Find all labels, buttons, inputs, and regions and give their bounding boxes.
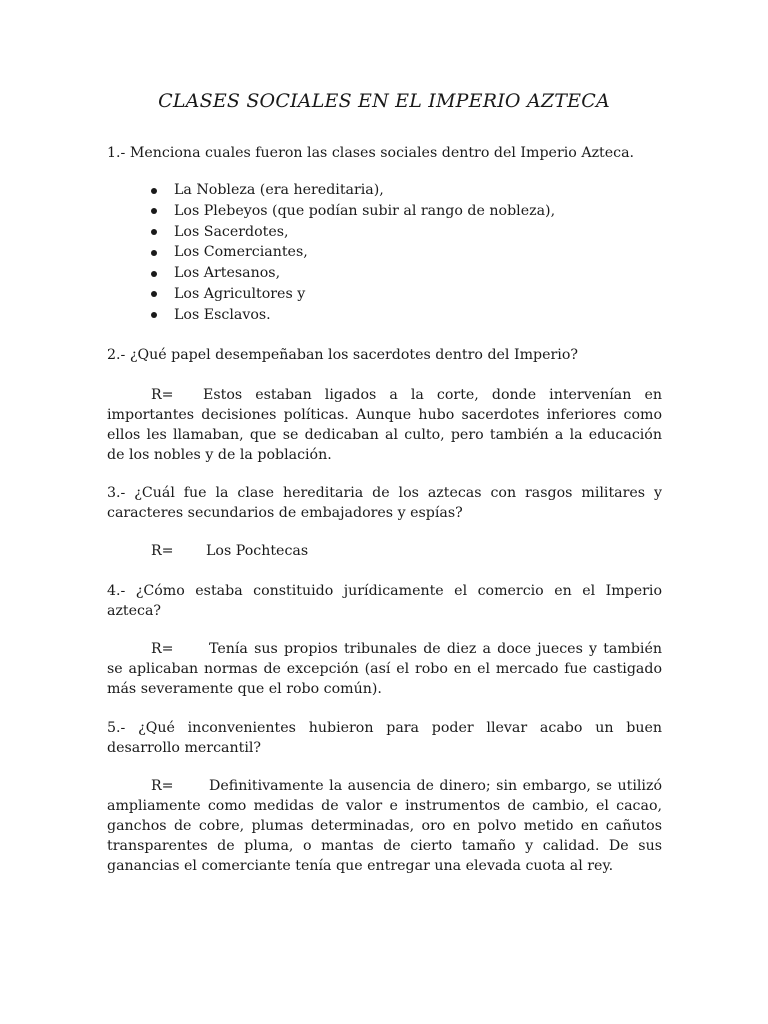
answer-2	[107, 385, 662, 465]
bullet-icon	[151, 229, 157, 235]
answer-label: R=	[151, 778, 174, 794]
answer-5	[107, 776, 662, 876]
bullet-icon	[151, 312, 157, 318]
list-item: Los Artesanos,	[150, 263, 555, 284]
answer-label: R=	[151, 543, 174, 559]
bullet-icon	[151, 291, 157, 297]
answer-4	[107, 639, 662, 699]
question-1: 1.- Menciona cuales fueron las clases sociales dentro del Imperio Azteca.	[107, 145, 635, 161]
question-4: 4.- ¿Cómo estaba constituido jurídicamente el comercio en el Imperio azteca?	[107, 583, 662, 619]
list-item: Los Agricultores y	[150, 284, 555, 305]
social-classes-list	[150, 180, 555, 326]
question-2: 2.- ¿Qué papel desempeñaban los sacerdotes dentro del Imperio?	[107, 347, 578, 363]
list-item: La Nobleza (era hereditaria),	[150, 180, 555, 201]
question-5: 5.- ¿Qué inconvenientes hubieron para poder llevar acabo un buen desarrollo mercantil?	[107, 720, 662, 756]
answer-text: Tenía sus propios tribunales de diez a doce jueces y también se aplicaban normas de excepción (así el robo en el mercado fue castigado más severamente que el robo común).	[107, 641, 662, 697]
answer-label: R=	[151, 387, 174, 403]
bullet-icon	[151, 271, 157, 277]
document-title: CLASES SOCIALES EN EL IMPERIO AZTECA	[158, 90, 610, 112]
answer-text: Los Pochtecas	[206, 543, 309, 559]
answer-text: Definitivamente la ausencia de dinero; sin embargo, se utilizó ampliamente como medidas de valor e instrumentos de cambio, el cacao, ganchos de cobre, plumas determinadas, oro en polvo metido en cañutos transparentes de pluma, o mantas de cierto tamaño y calidad. De sus ganancias el comerciante tenía que entregar una elevada cuota al rey.	[107, 778, 662, 874]
answer-label: R=	[151, 641, 174, 657]
question-3: 3.- ¿Cuál fue la clase hereditaria de los aztecas con rasgos militares y caracteres secundarios de embajadores y espías?	[107, 485, 662, 521]
list-item: Los Sacerdotes,	[150, 222, 555, 243]
bullet-icon	[151, 188, 157, 194]
bullet-icon	[151, 208, 157, 214]
answer-text: Estos estaban ligados a la corte, donde intervenían en importantes decisiones políticas. Aunque hubo sacerdotes inferiores como ellos les llamaban, que se dedicaban al culto, pero también a la educación de los nobles y de la población.	[107, 387, 662, 463]
answer-3	[151, 541, 309, 561]
list-item: Los Esclavos.	[150, 305, 555, 326]
bullet-icon	[151, 250, 157, 256]
list-item: Los Plebeyos (que podían subir al rango de nobleza),	[150, 201, 555, 222]
list-item: Los Comerciantes,	[150, 242, 555, 263]
